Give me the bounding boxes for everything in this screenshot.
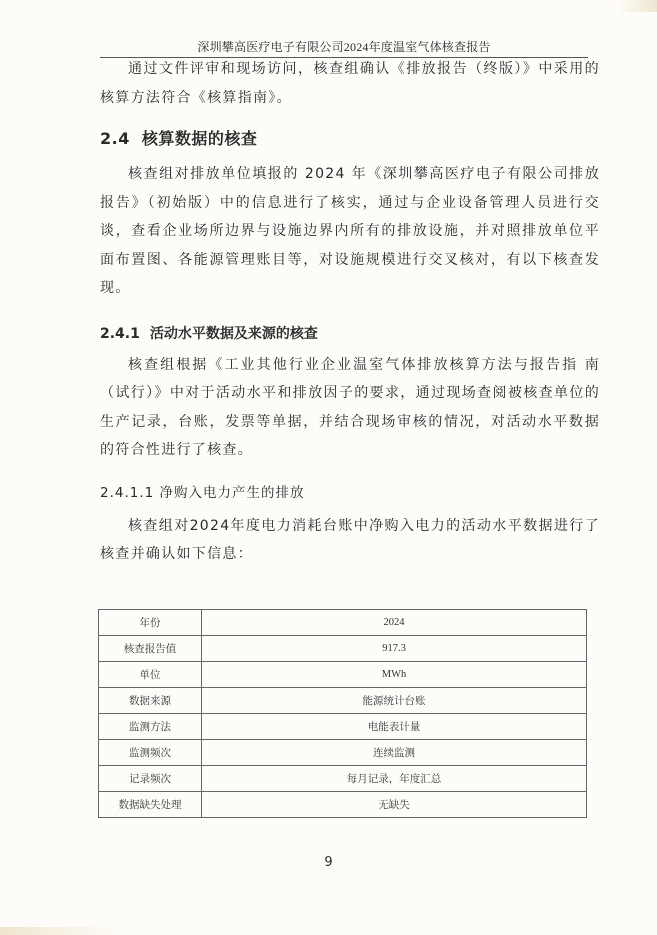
section-paragraph: 核查组对排放单位填报的 2024 年《深圳攀高医疗电子有限公司排放报告》（初始版）中的信息进行了核实，通过与企业设备管理人员进行交谈，查看企业场所边界与设施边界内所有的排放设施，并对照排放单位平面布置图、各能源管理账目等，对设施规模进行交叉核对，有以下核查发现。: [100, 166, 600, 296]
table-key: 数据来源: [99, 688, 202, 714]
table-value: 无缺失: [202, 792, 587, 818]
table-row: [99, 792, 587, 818]
section-title: 核算数据的核查: [141, 129, 258, 148]
activity-data-table: [98, 609, 587, 818]
table-value: 连续监测: [202, 740, 587, 766]
table-row: [99, 662, 587, 688]
table-value: 2024: [202, 610, 587, 636]
subsubsection-title: 净购入电力产生的排放: [159, 484, 305, 501]
table-key: 单位: [99, 662, 202, 688]
running-header: 深圳攀高医疗电子有限公司2024年度温室气体核查报告: [100, 38, 588, 58]
subsection-title: 活动水平数据及来源的核查: [149, 325, 318, 342]
table-value: 917.3: [202, 636, 587, 662]
table-key: 记录频次: [99, 766, 202, 792]
table-value: 能源统计台账: [202, 688, 587, 714]
subsection-number: 2.4.1: [100, 325, 140, 342]
section-number: 2.4: [100, 129, 130, 148]
subsubsection-paragraph: 核查组对2024年度电力消耗台账中净购入电力的活动水平数据进行了核查并确认如下信息：: [100, 517, 600, 562]
intro-paragraph: 通过文件评审和现场访问，核查组确认《排放报告（终版）》中采用的核算方法符合《核算指南》。: [100, 61, 600, 106]
table-key: 监测方法: [99, 714, 202, 740]
table-row: [99, 688, 587, 714]
table-value: 每月记录，年度汇总: [202, 766, 587, 792]
table-row: [99, 636, 587, 662]
page-number: 9: [324, 855, 333, 870]
subsubsection-heading: [100, 481, 600, 501]
subsection-paragraph: 核查组根据《工业其他行业企业温室气体排放核算方法与报告指 南（试行）》中对于活动水平和排放因子的要求，通过现场查阅被核查单位的生产记录，台账，发票等单据，并结合现场审核的情况，对活动水平数据的符合性进行了核查。: [100, 356, 600, 458]
table-key: 数据缺失处理: [99, 792, 202, 818]
table-value: MWh: [202, 662, 587, 688]
section-heading: [100, 126, 600, 149]
paper-edge-shade-bottom: [0, 927, 120, 935]
table-row: [99, 714, 587, 740]
main-content: [100, 55, 600, 569]
table-key: 核查报告值: [99, 636, 202, 662]
subsubsection-number: 2.4.1.1: [100, 484, 155, 501]
paper-edge-shade: [617, 0, 657, 12]
table-row: [99, 766, 587, 792]
table-key: 年份: [99, 610, 202, 636]
table-key: 监测频次: [99, 740, 202, 766]
subsection-heading: [100, 323, 600, 343]
table-row: [99, 740, 587, 766]
table-value: 电能表计量: [202, 714, 587, 740]
table-row: [99, 610, 587, 636]
